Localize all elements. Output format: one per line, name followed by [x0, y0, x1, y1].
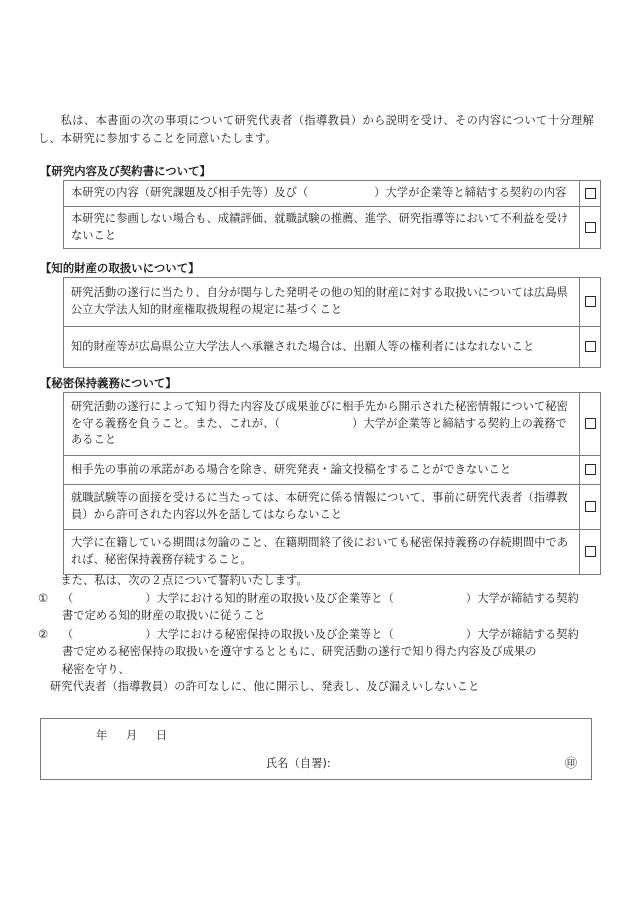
row-text-cell	[64, 393, 580, 456]
table-row	[64, 393, 601, 456]
row-checkbox-cell[interactable]	[580, 181, 601, 207]
table-row	[64, 456, 601, 485]
intro-paragraph	[38, 112, 594, 147]
row-checkbox-cell[interactable]	[580, 530, 601, 575]
table-row	[64, 530, 601, 575]
pledge-item-2	[38, 626, 598, 695]
pledge-intro-text: また、私は、次の２点について誓約いたします。	[60, 574, 308, 587]
checkbox-icon[interactable]	[585, 222, 596, 233]
table-intellectual-property	[63, 277, 601, 368]
pledge-part1: （	[62, 592, 74, 605]
pledge-item-1	[38, 590, 598, 625]
table-row	[64, 206, 601, 249]
section-heading-research-content: 【研究内容及び契約書について】	[40, 165, 211, 178]
row-checkbox-cell[interactable]	[580, 393, 601, 456]
checkbox-icon[interactable]	[585, 464, 596, 475]
row-text-cell: 研究活動の遂行に当たり、自分が関与した発明その他の知的財産に対する取扱いについては広島県公立大学法人知的財産権取扱規程の規定に基づくこと	[64, 278, 580, 327]
pledge-part1: （	[62, 628, 74, 641]
intro-text: 私は、本書面の次の事項について研究代表者（指導教員）から説明を受け、その内容について十分理解し、本研究に参加することを同意いたします。	[38, 114, 594, 145]
seal-mark-icon: ㊞	[564, 756, 577, 770]
row-checkbox-cell[interactable]	[580, 485, 601, 530]
pledge-part2: ）大学における知的財産の取扱い及び企業等と（	[145, 592, 394, 605]
pledge-intro	[38, 572, 308, 589]
pledge-part3: ）大学が締結する契約	[465, 628, 579, 641]
pledge-line-4: 研究代表者（指導教員）の許可なしに、他に開示し、発表し、及び漏えいしないこと	[50, 680, 480, 694]
date-line[interactable]	[96, 727, 186, 744]
section-heading-intellectual-property: 【知的財産の取扱いについて】	[40, 262, 200, 275]
pledge-part3: ）大学が締結する契約	[465, 592, 579, 605]
row-text-before: 研究活動の遂行によって知り得た内容及び成果並びに相手先から開示された秘密情報について秘密を守る義務を負うこと。また、これが、（	[71, 399, 568, 430]
table-row	[64, 181, 601, 207]
row-text-before: 本研究の内容（研究課題及び相手先等）及び（	[71, 186, 309, 199]
signature-box	[40, 718, 592, 780]
month-label: 月	[126, 729, 138, 742]
pledge-marker: ①	[38, 592, 49, 605]
row-checkbox-cell[interactable]	[580, 327, 601, 368]
row-text-after: ）大学が企業等と締結する契約の内容	[374, 186, 567, 199]
pledge-part2: ）大学における秘密保持の取扱い及び企業等と（	[145, 628, 394, 641]
checkbox-icon[interactable]	[585, 296, 596, 307]
row-text-after: ）大学が企業等と締結する契約上の義務であること	[71, 416, 567, 447]
row-text-cell: 大学に在籍している期間は勿論のこと、在籍期間終了後においても秘密保持義務の存続期間中であれば、秘密保持義務存続すること。	[64, 530, 580, 575]
row-text-cell: 知的財産等が広島県公立大学法人へ承継された場合は、出願人等の権利者にはなれないこと	[64, 327, 580, 368]
row-text-cell: 本研究に参画しない場合も、成績評価、就職試験の推薦、進学、研究指導等において不利益を受けないこと	[64, 206, 580, 249]
name-label[interactable]: 氏名（自署):	[266, 757, 331, 770]
row-text-cell: 相手先の事前の承諾がある場合を除き、研究発表・論文投稿をすることができないこと	[64, 456, 580, 485]
checkbox-icon[interactable]	[585, 188, 596, 199]
section-heading-confidentiality: 【秘密保持義務について】	[40, 377, 177, 390]
checkbox-icon[interactable]	[585, 418, 596, 429]
pledge-body	[62, 628, 579, 641]
row-checkbox-cell[interactable]	[580, 278, 601, 327]
table-row	[64, 485, 601, 530]
checkbox-icon[interactable]	[585, 341, 596, 352]
pledge-line-2: 書で定める秘密保持の取扱いを遵守するとともに、研究活動の遂行で知り得た内容及び成果の	[62, 645, 537, 659]
pledge-line-3: 秘密を守り、	[62, 662, 130, 676]
checkbox-icon[interactable]	[585, 546, 596, 557]
row-text-cell	[64, 181, 580, 207]
pledge-line-2: 書で定める知的財産の取扱いに従うこと	[62, 609, 266, 623]
table-row	[64, 278, 601, 327]
row-text-cell: 就職試験等の面接を受けるに当たっては、本研究に係る情報について、事前に研究代表者（指導教員）から許可された内容以外を話してはならないこと	[64, 485, 580, 530]
row-checkbox-cell[interactable]	[580, 456, 601, 485]
table-research-content	[63, 180, 601, 249]
year-label: 年	[96, 729, 108, 742]
pledge-body	[62, 592, 579, 605]
pledge-marker: ②	[38, 628, 49, 641]
day-label: 日	[156, 729, 168, 742]
row-checkbox-cell[interactable]	[580, 206, 601, 249]
table-row	[64, 327, 601, 368]
table-confidentiality	[63, 392, 601, 575]
checkbox-icon[interactable]	[585, 501, 596, 512]
